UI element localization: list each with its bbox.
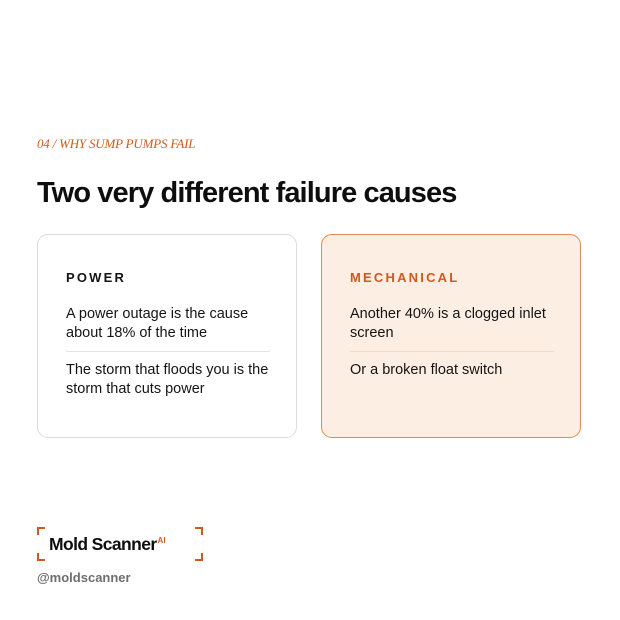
logo-corner-icon [37, 527, 45, 535]
eyebrow-label: 04 / WHY SUMP PUMPS FAIL [37, 136, 196, 151]
brand-suffix: AI [157, 536, 166, 545]
card-title: MECHANICAL [350, 270, 460, 285]
social-handle: @moldscanner [37, 570, 131, 585]
card-item: Another 40% is a clogged inlet screen [350, 306, 546, 341]
brand-name: Mold Scanner [49, 534, 157, 554]
divider [350, 351, 554, 352]
logo-corner-icon [195, 553, 203, 561]
card-item: Or a broken float switch [350, 362, 503, 378]
card-mechanical [321, 234, 581, 438]
divider [66, 351, 270, 352]
logo-corner-icon [195, 527, 203, 535]
headline: Two very different failure causes [37, 177, 457, 209]
brand-logo [37, 527, 203, 561]
logo-corner-icon [37, 553, 45, 561]
card-power [37, 234, 297, 438]
card-title: POWER [66, 270, 127, 285]
logo-text [49, 534, 166, 555]
card-item: The storm that floods you is the storm that cuts power [66, 362, 269, 397]
card-item: A power outage is the cause about 18% of the time [66, 306, 249, 341]
